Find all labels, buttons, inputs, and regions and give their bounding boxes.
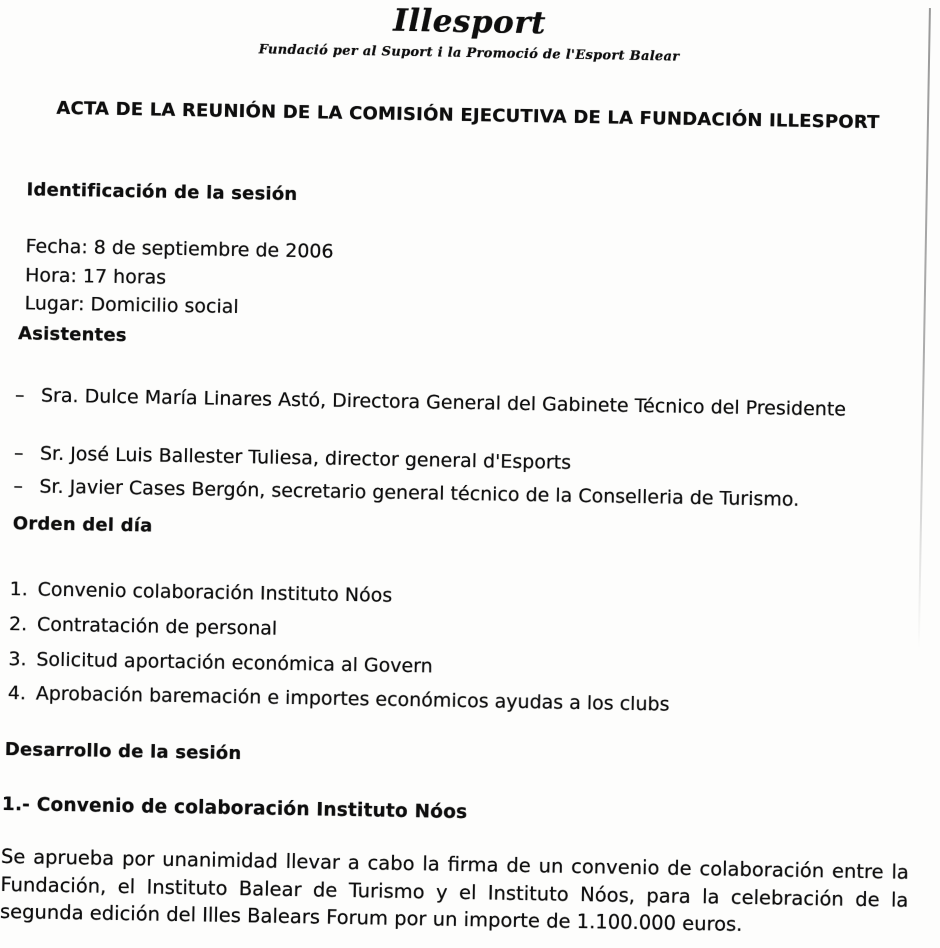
attendee-name: Sr. José Luis Ballester Tuliesa, director general d'Esports (39, 442, 572, 474)
document-title: ACTA DE LA REUNIÓN DE LA COMISIÓN EJECUTIVA DE LA FUNDACIÓN ILLESPORT (56, 97, 880, 134)
section-heading-identificacion: Identificación de la sesión (26, 179, 298, 206)
section-heading-desarrollo: Desarrollo de la sesión (4, 738, 242, 765)
attendee-name: Sr. Javier Cases Bergón, secretario general técnico de la Conselleria de Turismo. (39, 475, 800, 511)
attendee-item (13, 474, 909, 515)
subsection-heading-convenio-noos: 1.- Convenio de colaboración Instituto Nóos (1, 793, 468, 824)
agenda-text: Aprobación baremación e importes económicos ayudas a los clubs (35, 682, 670, 716)
dash-bullet: – (14, 384, 25, 407)
attendee-name: Sra. Dulce María Linares Astó, Directora General del Gabinete Técnico del Presidente (40, 384, 847, 421)
session-time: Hora: 17 horas (24, 263, 167, 289)
agenda-text: Solicitud aportación económica al Govern (36, 648, 433, 678)
session-date: Fecha: 8 de septiembre de 2006 (25, 235, 334, 263)
section-heading-orden-del-dia: Orden del día (12, 513, 153, 537)
agenda-item (8, 647, 908, 687)
list-number: 2. (8, 613, 28, 636)
agenda-text: Convenio colaboración Instituto Nóos (37, 578, 393, 607)
dash-bullet: – (13, 475, 24, 498)
session-place: Lugar: Domicilio social (24, 292, 239, 319)
agenda-item (9, 612, 909, 652)
letterhead-brand: Illesport (392, 2, 547, 42)
list-number: 4. (7, 682, 27, 705)
agenda-text: Contratación de personal (36, 613, 278, 640)
agenda-item (9, 577, 909, 617)
session-details (24, 232, 625, 328)
scan-artifact-line (918, 8, 931, 648)
list-number: 3. (8, 648, 27, 671)
dash-bullet: – (13, 442, 24, 465)
section-body-paragraph: Se aprueba por unanimidad llevar a cabo la firma de un convenio de colaboración entre la Fundación, el Instituto Balear de Turismo y el Instituto Nóos, para la celebración de la segunda edición del Illes Balears Forum por un importe de 1.100.000 euros. (0, 844, 910, 936)
section-heading-asistentes: Asistentes (17, 323, 127, 347)
letterhead-tagline: Fundació per al Suport i la Promoció de l'Esport Balear (258, 42, 680, 65)
attendee-item (15, 383, 911, 424)
agenda-item (8, 681, 908, 721)
list-number: 1. (9, 578, 28, 601)
